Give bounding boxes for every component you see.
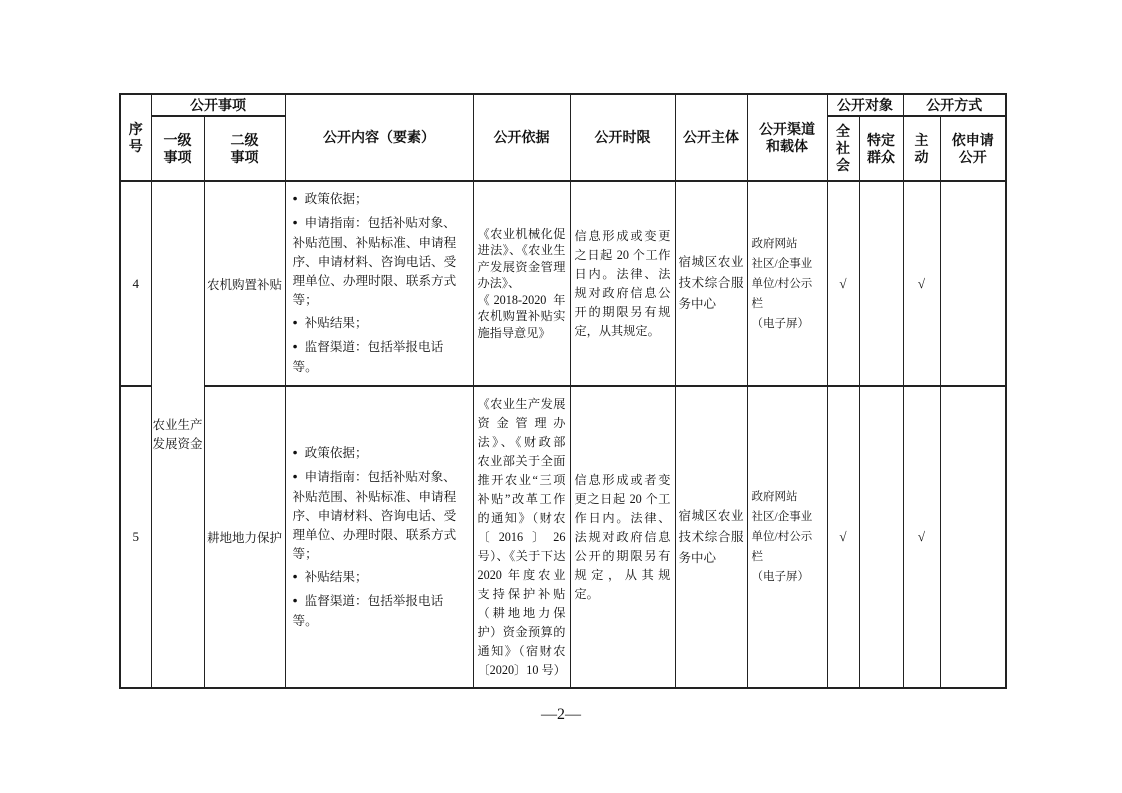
header-cell-method: 公开方式	[903, 94, 1006, 116]
header-cell-method-on-request	[940, 116, 1006, 181]
bullet-icon: ●	[292, 470, 298, 481]
check-mark: √	[839, 275, 847, 291]
row5-subject-cell: 宿城区农业技术综合服务中心	[675, 386, 747, 688]
row5-method-active-cell	[903, 386, 940, 688]
level1-merged-cell	[151, 181, 204, 688]
channel-line: 政府网站	[751, 491, 798, 503]
content-item-text: 监督渠道：包括举报电话等。	[292, 593, 444, 628]
header-cell-level2	[204, 116, 285, 181]
row4-content-cell	[285, 181, 473, 386]
content-item-text: 政策依据；	[304, 192, 368, 206]
table-row	[120, 181, 1006, 386]
bullet-icon: ●	[292, 317, 298, 327]
list-item	[293, 214, 466, 310]
header-cell-level1	[151, 116, 204, 181]
page-number: —2—	[541, 706, 581, 723]
content-item-text: 申请指南：包括补贴对象、补贴范围、补贴标准、申请程序、申请材料、咨询电话、受理单位、办理时限、联系方式等；	[292, 469, 457, 561]
header-cell-serial	[120, 94, 151, 181]
channel-line: 社区/企事业单位/村公示栏	[751, 511, 813, 563]
header-cell-target-specific	[859, 116, 903, 181]
row5-target-specific-cell	[859, 386, 903, 688]
row5-method-on-request-cell	[940, 386, 1006, 688]
header-channel-line2: 和载体	[766, 137, 808, 154]
list-item	[293, 568, 466, 588]
level1-line2: 发展资金	[152, 436, 203, 451]
list-item	[293, 190, 466, 210]
header-cell-subject: 公开主体	[675, 94, 747, 181]
header-cell-method-active	[903, 116, 940, 181]
list-item	[293, 314, 466, 334]
row4-level2-cell: 农机购置补贴	[204, 181, 285, 386]
bullet-icon: ●	[292, 193, 298, 203]
row4-serial-cell: 4	[120, 181, 151, 386]
header-cell-content: 公开内容（要素）	[285, 94, 473, 181]
header-method-on-request-line1: 依申请	[951, 131, 994, 148]
header-level2-line1: 二级	[230, 131, 259, 148]
row5-basis-cell	[473, 386, 570, 688]
row4-basis-cell	[473, 181, 570, 386]
row4-target-all-cell	[827, 181, 859, 386]
row5-channel-cell	[747, 386, 827, 688]
row5-time-limit-cell: 信息形成或者变更之日起 20 个工作日内。法律、法规对政府信息公开的期限另有规定，从其规定。	[570, 386, 675, 688]
header-target-all-line2: 社	[836, 140, 850, 156]
level1-line1: 农业生产	[152, 417, 203, 432]
basis-text: 《2018-2020 年农机购置补贴实施指导意见》	[477, 292, 566, 340]
list-item	[293, 338, 466, 377]
basis-text: 《农业生产发展资金管理办法》、《财政部 农业部关于全面推开农业“三项补贴”改革工作的通知》（财农〔2016〕26 号）、《关于下达 2020 年度农业支持保护补贴（耕地地力保护）资金预算的通知》（宿财农〔2020〕10 号）	[477, 396, 566, 677]
content-item-text: 申请指南：包括补贴对象、补贴范围、补贴标准、申请程序、申请材料、咨询电话、受理单位、办理时限、联系方式等；	[292, 216, 457, 307]
channel-line: 政府网站	[751, 237, 798, 250]
content-item-text: 政策依据；	[304, 445, 368, 460]
content-item-text: 补贴结果；	[304, 316, 368, 330]
header-level1-line2: 事项	[163, 148, 192, 165]
header-target-all-line3: 会	[836, 157, 850, 173]
header-cell-target: 公开对象	[827, 94, 903, 116]
check-mark: √	[917, 529, 926, 544]
channel-line: （电子屏）	[751, 317, 809, 330]
header-cell-time-limit: 公开时限	[570, 94, 675, 181]
header-channel-line1: 公开渠道	[759, 120, 815, 137]
row4-method-active-cell	[903, 181, 940, 386]
table-row	[120, 386, 1006, 688]
list-item	[293, 592, 466, 631]
bullet-icon: ●	[292, 446, 298, 457]
content-item-text: 补贴结果；	[304, 569, 368, 584]
header-target-specific-line2: 群众	[867, 148, 895, 165]
check-mark: √	[839, 529, 847, 544]
row4-time-limit-cell: 信息形成或变更之日起 20 个工作日内。法律、法规对政府信息公开的期限另有规定，从其规定。	[570, 181, 675, 386]
list-item	[293, 468, 466, 564]
channel-line: 社区/企事业单位/村公示栏	[751, 257, 813, 310]
header-serial-line1: 序	[128, 120, 143, 137]
header-target-all-line1: 全	[836, 123, 850, 139]
list-item	[293, 444, 466, 464]
header-cell-channel	[747, 94, 827, 181]
row4-subject-cell: 宿城区农业技术综合服务中心	[675, 181, 747, 386]
bullet-icon: ●	[292, 594, 298, 605]
header-level1-line1: 一级	[163, 131, 192, 148]
header-method-active-line2: 动	[914, 148, 929, 165]
bullet-icon: ●	[292, 217, 298, 227]
check-mark: √	[917, 275, 926, 291]
row4-channel-cell	[747, 181, 827, 386]
row5-serial-cell: 5	[120, 386, 151, 688]
row4-method-on-request-cell	[940, 181, 1006, 386]
header-cell-target-all	[827, 116, 859, 181]
row4-target-specific-cell	[859, 181, 903, 386]
basis-text: 《农业机械化促进法》、《农业生产发展资金管理办法》、	[477, 226, 566, 291]
content-item-text: 监督渠道：包括举报电话等。	[292, 340, 444, 374]
bullet-icon: ●	[292, 341, 298, 351]
disclosure-table	[119, 93, 1007, 689]
row5-target-all-cell	[827, 386, 859, 688]
bullet-icon: ●	[292, 570, 298, 581]
header-level2-line2: 事项	[230, 148, 259, 165]
header-method-active-line1: 主	[914, 131, 929, 148]
header-target-specific-line1: 特定	[867, 131, 895, 148]
header-method-on-request-line2: 公开	[958, 148, 987, 165]
row5-content-cell	[285, 386, 473, 688]
header-cell-basis: 公开依据	[473, 94, 570, 181]
row5-level2-cell: 耕地地力保护	[204, 386, 285, 688]
channel-line: （电子屏）	[751, 571, 809, 583]
header-cell-matter: 公开事项	[151, 94, 285, 116]
header-serial-line2: 号	[128, 137, 143, 154]
